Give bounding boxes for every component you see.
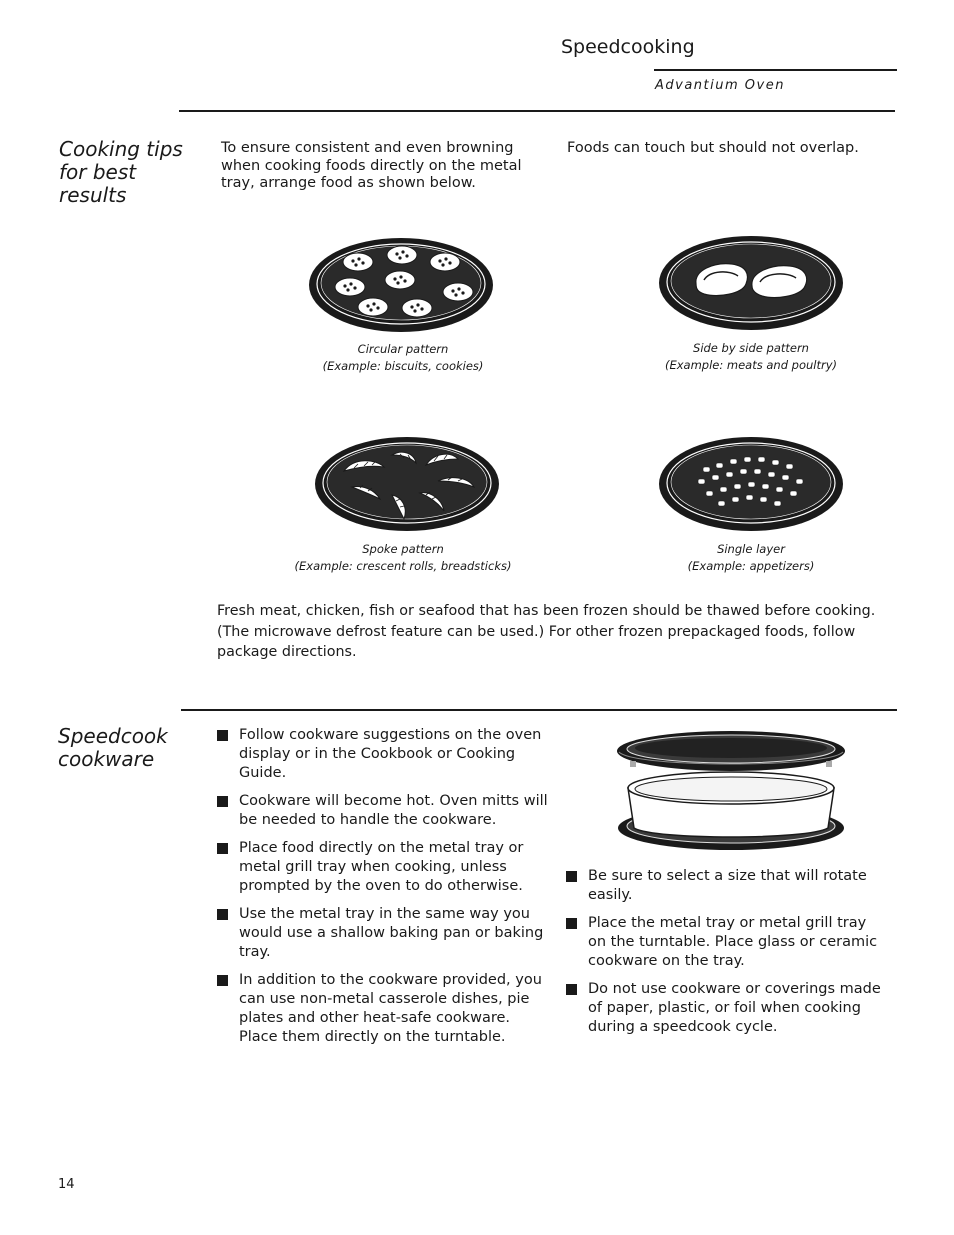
page-header-subtitle: Advantium Oven — [655, 78, 785, 93]
cookware-bullets-right — [566, 867, 896, 1046]
bullet-square-icon — [566, 871, 577, 882]
bullet-square-icon — [566, 918, 577, 929]
frozen-food-note: Fresh meat, chicken, fish or seafood that has been frozen should be thawed before cooking. (The microwave defrost feature can be used.) For other frozen prepackaged foods, follow package directions. — [217, 603, 876, 660]
cookware-bullets-left — [217, 726, 557, 1056]
section-divider-middle — [181, 709, 897, 711]
list-item: Follow cookware suggestions on the oven display or in the Cookbook or Cooking Guide. — [217, 726, 557, 783]
bullet-square-icon — [217, 730, 228, 741]
spoke-pattern-caption: Spoke pattern (Example: crescent rolls, breadsticks) — [294, 542, 512, 573]
side-by-side-pattern-tray-icon — [658, 234, 844, 332]
bullet-square-icon — [566, 984, 577, 995]
circular-pattern-tray-icon — [308, 236, 494, 334]
list-item: Do not use cookware or coverings made of paper, plastic, or foil when cooking during a speedcook cycle. — [566, 980, 896, 1037]
list-item: Use the metal tray in the same way you would use a shallow baking pan or baking tray. — [217, 905, 557, 962]
cooking-tips-heading: Cooking tips for best results — [59, 137, 183, 207]
page-header-title: Speedcooking — [561, 36, 695, 58]
bullet-square-icon — [217, 975, 228, 986]
page-number: 14 — [58, 1177, 75, 1192]
single-layer-tray-icon — [658, 435, 844, 533]
section-divider-top — [179, 110, 895, 112]
single-layer-caption: Single layer (Example: appetizers) — [687, 542, 815, 573]
circular-pattern-caption: Circular pattern (Example: biscuits, cookies) — [322, 342, 484, 373]
list-item: Be sure to select a size that will rotate easily. — [566, 867, 896, 905]
overlap-note: Foods can touch but should not overlap. — [567, 140, 859, 156]
list-item: Place the metal tray or metal grill tray on the turntable. Place glass or ceramic cookware on the tray. — [566, 914, 896, 971]
spoke-pattern-tray-icon — [314, 435, 500, 533]
bullet-square-icon — [217, 909, 228, 920]
cooking-tips-intro: To ensure consistent and even browning when cooking foods directly on the metal tray, arrange food as shown below. — [221, 140, 522, 191]
bullet-square-icon — [217, 843, 228, 854]
list-item: In addition to the cookware provided, you can use non-metal casserole dishes, pie plates and other heat-safe cookware. Place them directly on the turntable. — [217, 971, 557, 1047]
list-item: Place food directly on the metal tray or metal grill tray when cooking, unless prompted by the oven to do otherwise. — [217, 839, 557, 896]
tray-and-dish-illustration-icon — [614, 728, 848, 854]
side-by-side-pattern-caption: Side by side pattern (Example: meats and poultry) — [664, 341, 838, 372]
speedcook-cookware-heading: Speedcook cookware — [58, 724, 168, 771]
bullet-square-icon — [217, 796, 228, 807]
list-item: Cookware will become hot. Oven mitts will be needed to handle the cookware. — [217, 792, 557, 830]
header-short-rule — [654, 69, 897, 71]
